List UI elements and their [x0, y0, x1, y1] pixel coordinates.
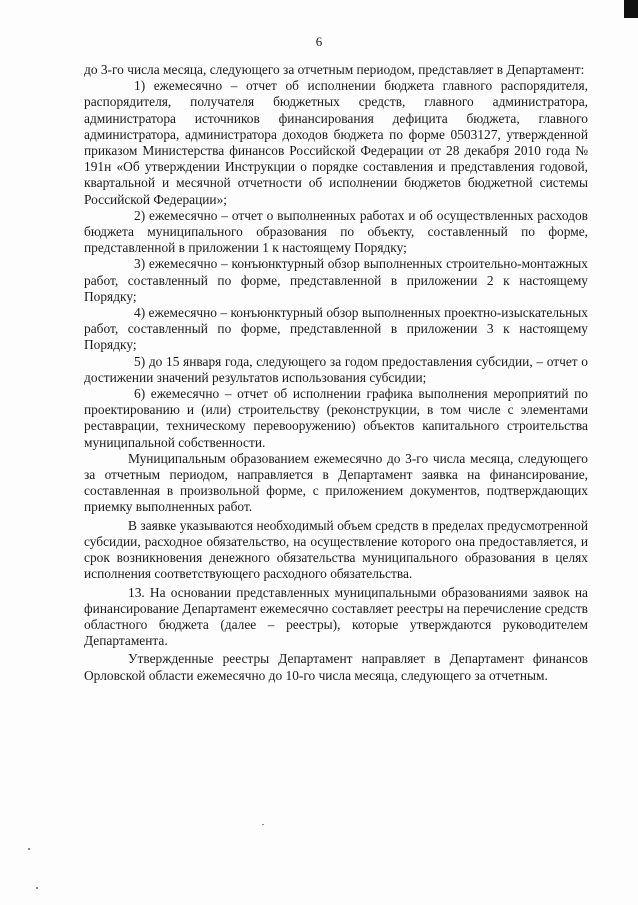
paragraph-application: Муниципальным образованием ежемесячно до 3-го числа месяца, следующего за отчетным периодом, направляется в Департамент заявка на финансирование, составленная в произвольной форме, с приложением документов, подтверждающих приемку выполненных работ. [84, 450, 588, 515]
page-number: 6 [315, 34, 323, 49]
scan-speck [262, 824, 264, 825]
scan-speck [28, 848, 30, 850]
paragraph-item-6: 6) ежемесячно – отчет об исполнении графика выполнения мероприятий по проектированию и (или) строительству (реконструкции, в том числе с элементами реставрации, техническому перевооружению) объектов капитального строительства муниципальной собственности. [84, 386, 588, 450]
document-body [84, 62, 588, 684]
paragraph-registers: Утвержденные реестры Департамент направляет в Департамент финансов Орловской области ежемесячно до 10-го числа месяца, следующего за отчетным. [84, 651, 588, 683]
paragraph-section-13: 13. На основании представленных муниципальными образованиями заявок на финансирование Департамент ежемесячно составляет реестры на перечисление средств областного бюджета (далее – реестры), которые утверждаются руководителем Департамента. [84, 584, 588, 649]
paragraph-item-5: 5) до 15 января года, следующего за годом предоставления субсидии, – отчет о достижении значений результатов использования субсидии; [84, 353, 588, 385]
paragraph-item-2: 2) ежемесячно – отчет о выполненных работах и об осуществленных расходов бюджета муниципального образования по объекту, составленный по форме, представленной в приложении 1 к настоящему Порядку; [84, 207, 588, 256]
paragraph-item-4: 4) ежемесячно – конъюнктурный обзор выполненных проектно-изыскательных работ, составленный по форме, представленной в приложении 3 к настоящему Порядку; [84, 305, 588, 353]
paragraph-item-1: 1) ежемесячно – отчет об исполнении бюджета главного распорядителя, распорядителя, получателя бюджетных средств, главного администратора, администратора источников финансирования дефицита бюджета, главного администратора, администратора доходов бюджета по форме 0503127, утвержденной приказом Министерства финансов Российской Федерации от 28 декабря 2010 года № 191н «Об утверждении Инструкции о порядке составления и представления годовой, квартальной и месячной отчетности об исполнении бюджетов бюджетной системы Российской Федерации»; [84, 78, 588, 207]
paragraph-application-content: В заявке указываются необходимый объем средств в пределах предусмотренной субсидии, расходное обязательство, на осуществление которого она предоставляется, и срок возникновения денежного обязательства муниципального образования в целях исполнения соответствующего расходного обязательства. [84, 517, 588, 582]
paragraph-intro: до 3-го числа месяца, следующего за отчетным периодом, представляет в Департамент: [84, 62, 585, 77]
paragraph-item-3: 3) ежемесячно – конъюнктурный обзор выполненных строительно-монтажных работ, составленный по форме, представленной в приложении 2 к настоящему Порядку; [84, 256, 588, 304]
scan-speck [36, 887, 38, 889]
scan-corner-mark [624, 0, 638, 18]
